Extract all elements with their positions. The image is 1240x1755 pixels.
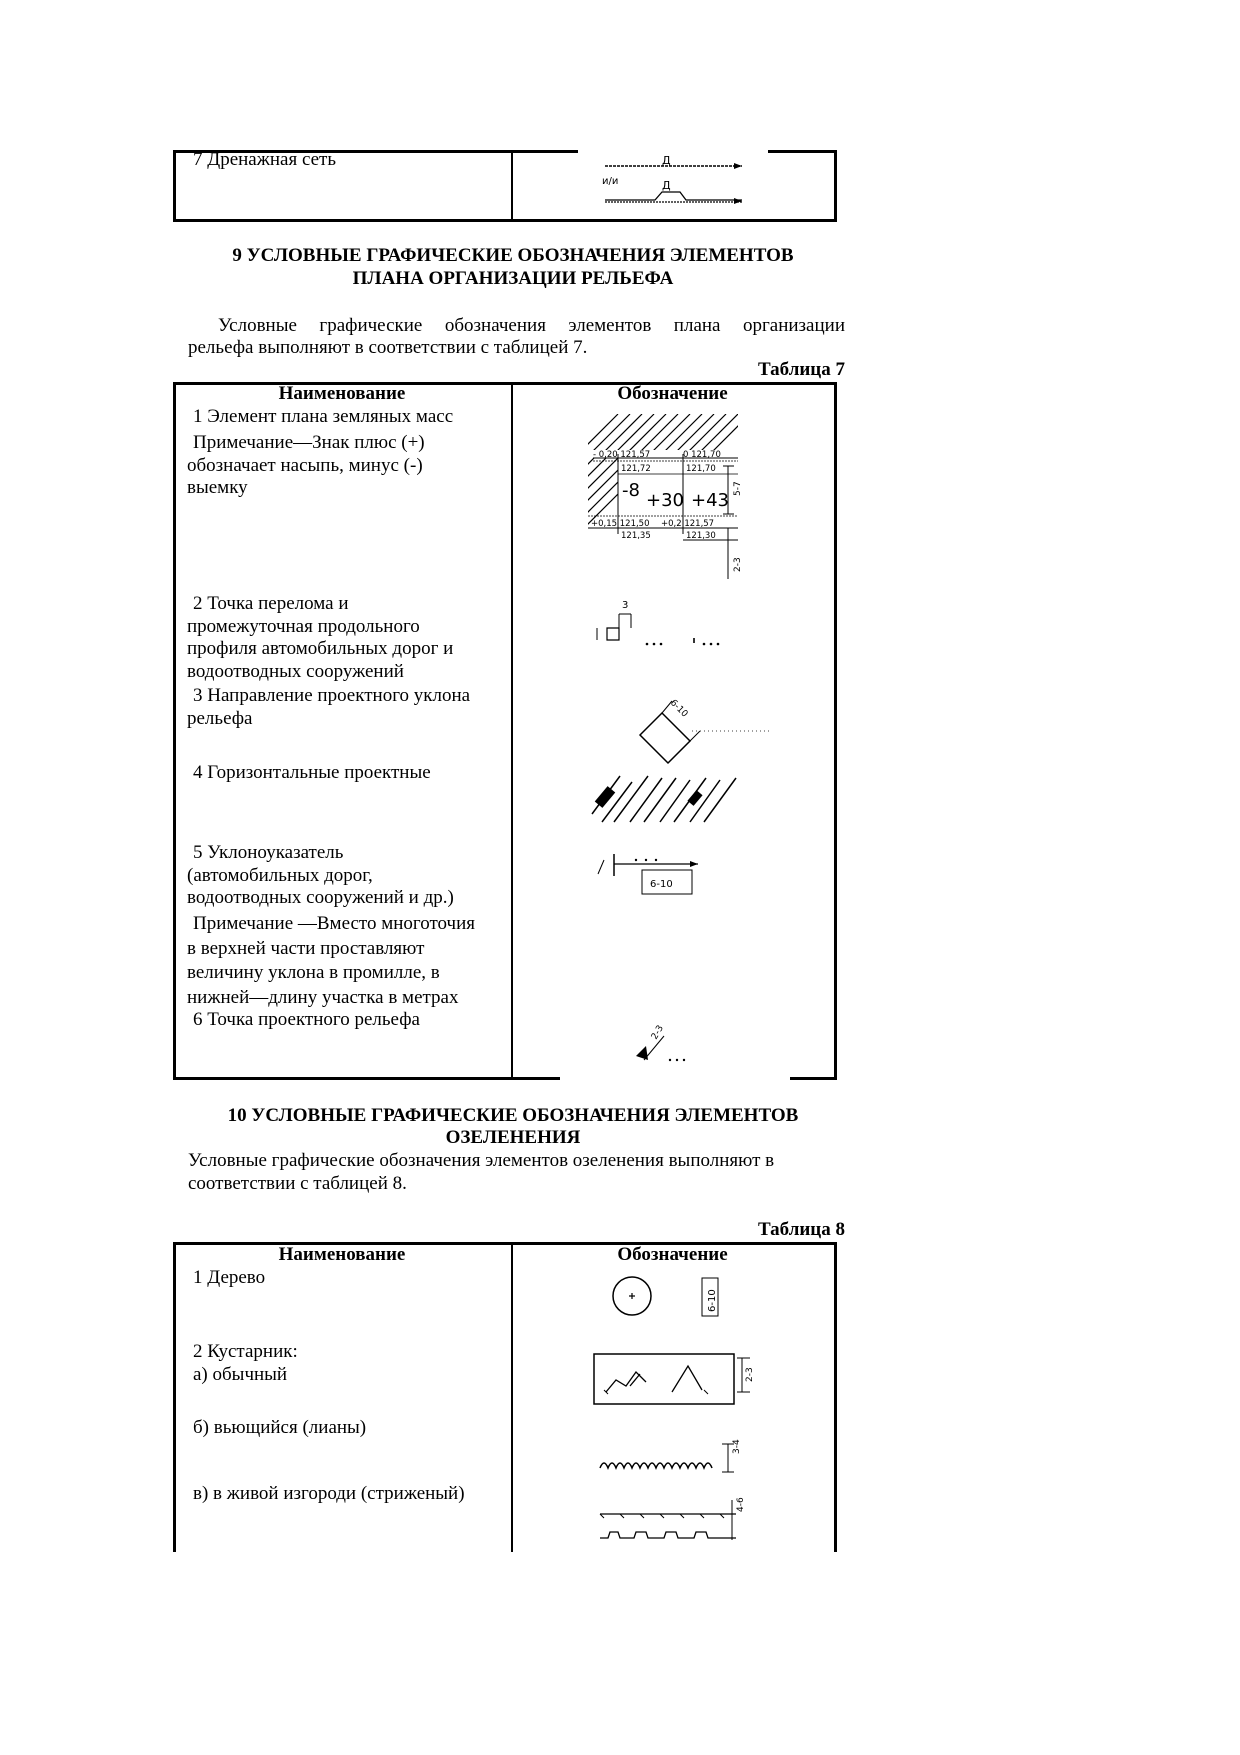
table7-caption: Таблица 7 [757, 359, 845, 380]
row2-line2: промежуточная продольного [187, 615, 420, 637]
table7-col-divider [511, 382, 513, 1080]
table6-col-divider [511, 150, 513, 222]
s1-dim1: 5-7 [733, 481, 743, 496]
tree-symbol [608, 1270, 738, 1322]
table8-col-symbol: Обозначение [617, 1244, 728, 1265]
s1-bot-left: +0,15 121,50 [591, 519, 650, 529]
table7-row1 [193, 406, 453, 429]
shrub-line1: 2 Кустарник: [193, 1341, 298, 1362]
section9-para-line1 [188, 315, 845, 338]
drainage-or: и/и [602, 176, 619, 187]
s1-bot2: 121,30 [686, 531, 716, 541]
table8-row1: 1 Дерево [193, 1267, 266, 1288]
s1-minus: -8 [622, 480, 640, 501]
table7-row6 [193, 1009, 420, 1032]
row6-line1: 6 Точка проектного рельефа [193, 1009, 420, 1030]
table7-col-name: Наименование [278, 383, 406, 404]
s1-mid1: 121,72 [621, 464, 651, 474]
table7-row1-note [187, 432, 507, 500]
table8-col-divider [511, 1242, 513, 1552]
row3-line1: 3 Направление проектного уклона [193, 685, 471, 706]
shrub-dim: 2-3 [745, 1367, 755, 1382]
row2-line1: 2 Точка перелома и [193, 593, 349, 614]
profile-break-point-symbol [592, 596, 742, 658]
s1-plus30: +30 [646, 490, 684, 511]
hedge-dim: 4-6 [736, 1497, 746, 1512]
s5-dim: 6-10 [650, 879, 673, 890]
hedge-symbol [596, 1490, 746, 1546]
liana-dim: 3-4 [732, 1439, 742, 1454]
table7-col-symbol: Обозначение [617, 383, 728, 404]
drainage-d2: Д [662, 179, 671, 192]
section10-para-line1: Условные графические обозначения элементов озеленения выполняют в [188, 1150, 775, 1171]
section9-heading-line1: 9 УСЛОВНЫЕ ГРАФИЧЕСКИЕ ОБОЗНАЧЕНИЯ ЭЛЕМЕНТОВ [232, 245, 794, 266]
shrub-symbol [592, 1350, 772, 1410]
s1-top-left: - 0,20 121,57 [593, 450, 651, 460]
table8-row2 [193, 1341, 298, 1386]
s6-dim: 2-3 [649, 1023, 666, 1042]
table7-row4 [193, 762, 431, 785]
s1-bot-right: +0,2 121,57 [661, 519, 715, 529]
row1-line1: 1 Элемент плана земляных масс [193, 406, 454, 427]
row5-line2: (автомобильных дорог, [187, 864, 373, 886]
drainage-network-symbol [600, 154, 750, 214]
liana-symbol [596, 1424, 746, 1480]
section10-para-line2: соответствии с таблицей 8. [188, 1173, 407, 1194]
note1-line3: выемку [187, 477, 248, 498]
s1-plus43: +43 [691, 490, 729, 511]
table8-col-name: Наименование [278, 1244, 406, 1265]
drainage-d1: Д [662, 154, 671, 167]
row7-name: 7 Дренажная сеть [193, 149, 337, 170]
slope-direction-symbol [632, 693, 782, 765]
row3-line2: рельефа [187, 707, 253, 729]
table7-row5-note [187, 912, 507, 1010]
row4-line1: 4 Горизонтальные проектные [193, 762, 431, 783]
section9-para-line2: рельефа выполняют в соответствии с таблицей 7. [188, 337, 588, 358]
section10-heading-line1: 10 УСЛОВНЫЕ ГРАФИЧЕСКИЕ ОБОЗНАЧЕНИЯ ЭЛЕМЕНТОВ [227, 1105, 799, 1126]
table8-row3: б) вьющийся (лианы) [193, 1417, 367, 1438]
row2-line4: водоотводных сооружений [187, 660, 404, 682]
table8-row4: в) в живой изгороди (стриженый) [193, 1483, 465, 1504]
section9-para-text1: Условные графические обозначения элементов плана организации [218, 315, 845, 336]
row5-line3: водоотводных сооружений и др.) [187, 887, 454, 908]
table8-caption: Таблица 8 [757, 1219, 845, 1240]
section10-heading-line2: ОЗЕЛЕНЕНИЯ [445, 1127, 581, 1148]
slope-indicator-symbol [598, 850, 718, 910]
table7-row5 [187, 842, 507, 910]
s1-mid2: 121,70 [686, 464, 716, 474]
note5-line4: нижней—длину участка в метрах [187, 986, 459, 1008]
s1-dim2: 2-3 [733, 557, 743, 572]
row5-line1: 5 Уклоноуказатель [193, 842, 344, 863]
table6-top-gap [578, 146, 768, 154]
s3-dim: 6-10 [667, 698, 690, 720]
design-contours-symbol [590, 774, 740, 826]
note1-line1: Примечание—Знак плюс (+) [193, 432, 425, 453]
shrub-line2: а) обычный [193, 1363, 288, 1385]
table7-bottom-gap [560, 1077, 790, 1081]
s2-dim: 3 [622, 600, 629, 611]
earth-mass-symbol [588, 414, 758, 579]
section9-heading-line2: ПЛАНА ОРГАНИЗАЦИИ РЕЛЬЕФА [352, 268, 674, 289]
s1-bot1: 121,35 [621, 531, 651, 541]
table8-right-border [834, 1242, 837, 1552]
row2-line3: профиля автомобильных дорог и [187, 638, 454, 659]
tree-dim: 6-10 [707, 1289, 718, 1312]
table7-row2 [187, 593, 507, 683]
note5-line1: Примечание —Вместо многоточия [193, 913, 476, 934]
note5-line2: в верхней части проставляют [187, 937, 425, 959]
note1-line2: обозначает насыпь, минус (-) [187, 454, 423, 476]
table8-left-border [173, 1242, 176, 1552]
table7-row3 [187, 685, 507, 730]
relief-point-symbol [630, 1016, 710, 1071]
s1-top-right: 0 121,70 [683, 450, 721, 460]
note5-line3: величину уклона в промилле, в [187, 962, 440, 983]
